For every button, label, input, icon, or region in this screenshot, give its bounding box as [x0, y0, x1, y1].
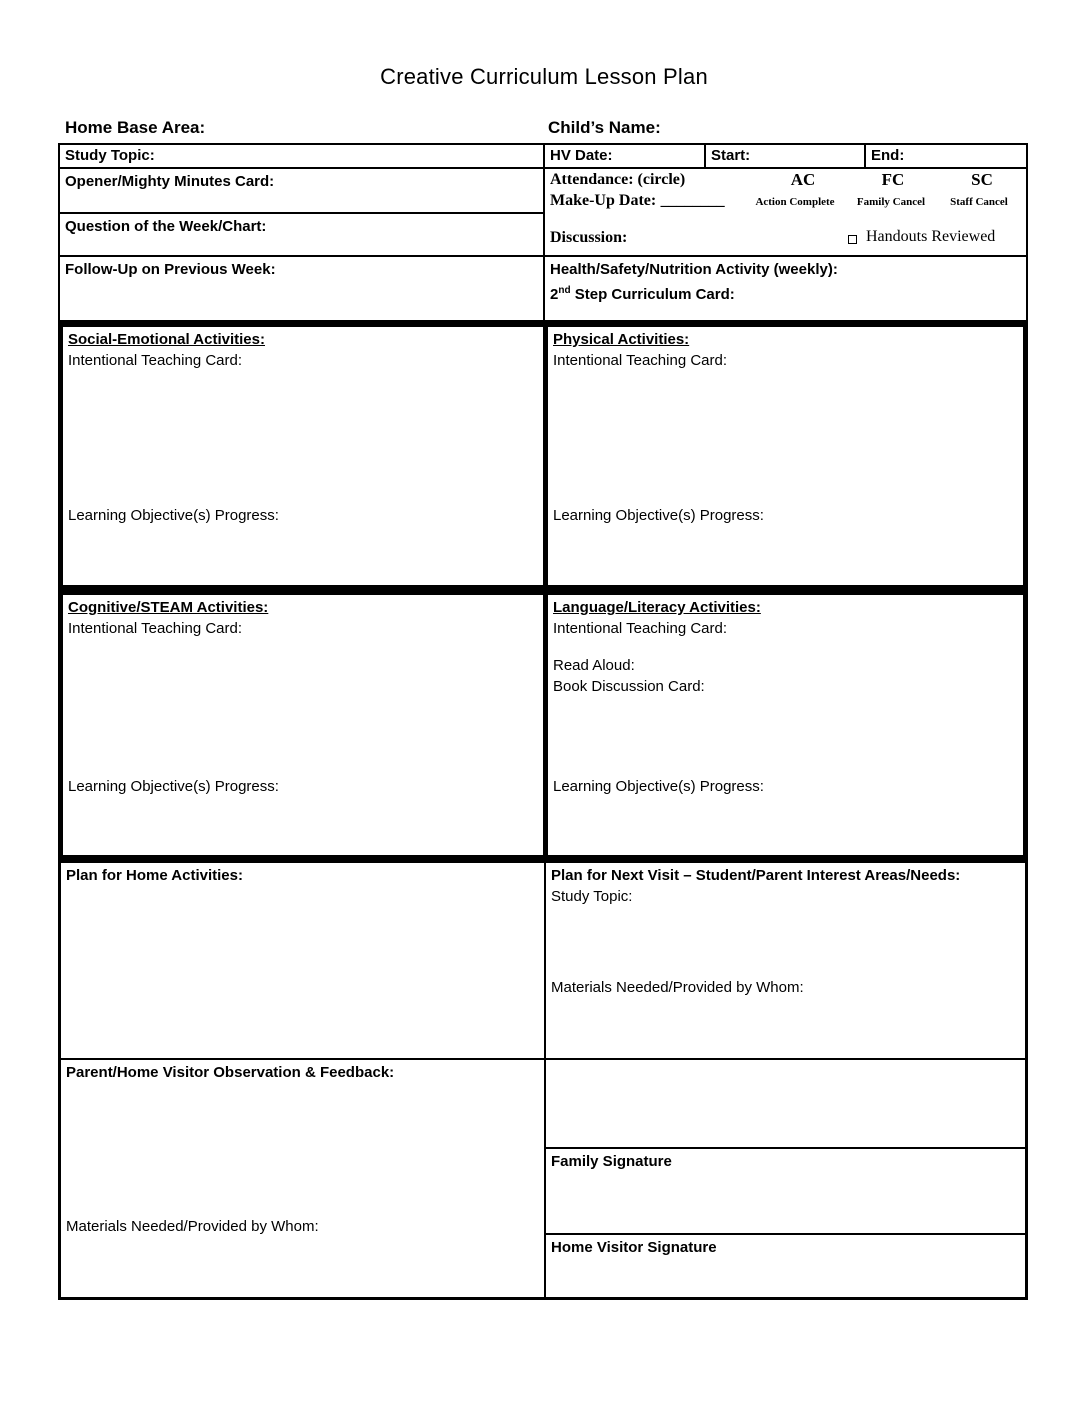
physical-progress-label: Learning Objective(s) Progress: [553, 507, 764, 524]
book-discussion-label: Book Discussion Card: [553, 678, 705, 695]
plans-signatures-section [58, 860, 1028, 1300]
attendance-desc-sc: Staff Cancel [950, 196, 1008, 208]
second-step-label: 2nd Step Curriculum Card: [550, 285, 735, 303]
makeup-date-field[interactable] [550, 192, 725, 210]
makeup-date-label: Make-Up Date: [550, 192, 657, 209]
physical-title: Physical Activities: [553, 331, 690, 348]
health-safety-label: Health/Safety/Nutrition Activity (weekly): [550, 261, 838, 278]
attendance-desc-ac: Action Complete [755, 196, 835, 208]
followup-field[interactable] [60, 257, 545, 320]
top-info-table [58, 143, 1028, 322]
social-teaching-card-label: Intentional Teaching Card: [68, 352, 243, 369]
handouts-checkbox-icon[interactable] [848, 235, 857, 244]
home-visitor-signature-field[interactable] [546, 1235, 1025, 1297]
empty-signature-area-field[interactable] [546, 1060, 1025, 1149]
page-title: Creative Curriculum Lesson Plan [380, 64, 708, 89]
language-progress-label: Learning Objective(s) Progress: [553, 778, 764, 795]
attendance-option-ac[interactable]: AC [790, 170, 816, 189]
observation-feedback-label: Parent/Home Visitor Observation & Feedback: [66, 1064, 395, 1081]
family-signature-label: Family Signature [551, 1153, 672, 1170]
hv-date-field[interactable] [545, 145, 706, 169]
handouts-reviewed-label: Handouts Reviewed [866, 228, 996, 245]
cognitive-steam-title: Cognitive/STEAM Activities: [68, 599, 269, 616]
cognitive-progress-label: Learning Objective(s) Progress: [68, 778, 279, 795]
language-literacy-field[interactable] [548, 595, 1023, 855]
cognitive-steam-field[interactable] [63, 595, 548, 855]
child-name-label: Child’s Name: [548, 118, 661, 137]
observation-feedback-field[interactable] [61, 1060, 546, 1297]
attendance-field[interactable] [545, 169, 1026, 257]
home-base-area-label: Home Base Area: [65, 118, 206, 137]
plan-next-visit-field[interactable] [546, 863, 1025, 1060]
study-topic-field[interactable] [60, 145, 545, 169]
observation-materials-label: Materials Needed/Provided by Whom: [66, 1218, 319, 1235]
language-teaching-card-label: Intentional Teaching Card: [553, 620, 728, 637]
end-time-field[interactable] [866, 145, 1026, 169]
social-physical-section [58, 322, 1028, 590]
social-emotional-title: Social-Emotional Activities: [68, 331, 265, 348]
health-safety-field[interactable] [545, 257, 1026, 320]
start-label: Start: [711, 147, 751, 164]
next-materials-label: Materials Needed/Provided by Whom: [551, 979, 804, 996]
cognitive-language-section [58, 590, 1028, 860]
cognitive-teaching-card-label: Intentional Teaching Card: [68, 620, 243, 637]
read-aloud-label: Read Aloud: [553, 657, 635, 674]
social-emotional-field[interactable] [63, 327, 548, 585]
physical-field[interactable] [548, 327, 1023, 585]
question-of-week-label: Question of the Week/Chart: [65, 218, 267, 235]
home-visitor-signature-label: Home Visitor Signature [551, 1239, 717, 1256]
opener-field[interactable] [60, 169, 545, 214]
attendance-label: Attendance: (circle) [550, 171, 686, 188]
physical-teaching-card-label: Intentional Teaching Card: [553, 352, 728, 369]
attendance-option-fc[interactable]: FC [881, 170, 905, 189]
attendance-option-sc[interactable]: SC [971, 170, 993, 189]
makeup-date-blank: ________ [660, 192, 725, 209]
language-literacy-title: Language/Literacy Activities: [553, 599, 761, 616]
opener-label: Opener/Mighty Minutes Card: [65, 173, 275, 190]
hv-date-label: HV Date: [550, 147, 613, 164]
discussion-label: Discussion: [550, 229, 628, 246]
plan-home-activities-field[interactable] [61, 863, 546, 1060]
social-progress-label: Learning Objective(s) Progress: [68, 507, 279, 524]
question-of-week-field[interactable] [60, 214, 545, 257]
next-study-topic-label: Study Topic: [551, 888, 633, 905]
study-topic-label: Study Topic: [65, 147, 155, 164]
followup-label: Follow-Up on Previous Week: [65, 261, 276, 278]
attendance-desc-fc: Family Cancel [856, 196, 926, 208]
plan-next-visit-label: Plan for Next Visit – Student/Parent Interest Areas/Needs: [551, 867, 961, 884]
family-signature-field[interactable] [546, 1149, 1025, 1235]
end-label: End: [871, 147, 905, 164]
start-time-field[interactable] [706, 145, 866, 169]
plan-home-activities-label: Plan for Home Activities: [66, 867, 243, 884]
